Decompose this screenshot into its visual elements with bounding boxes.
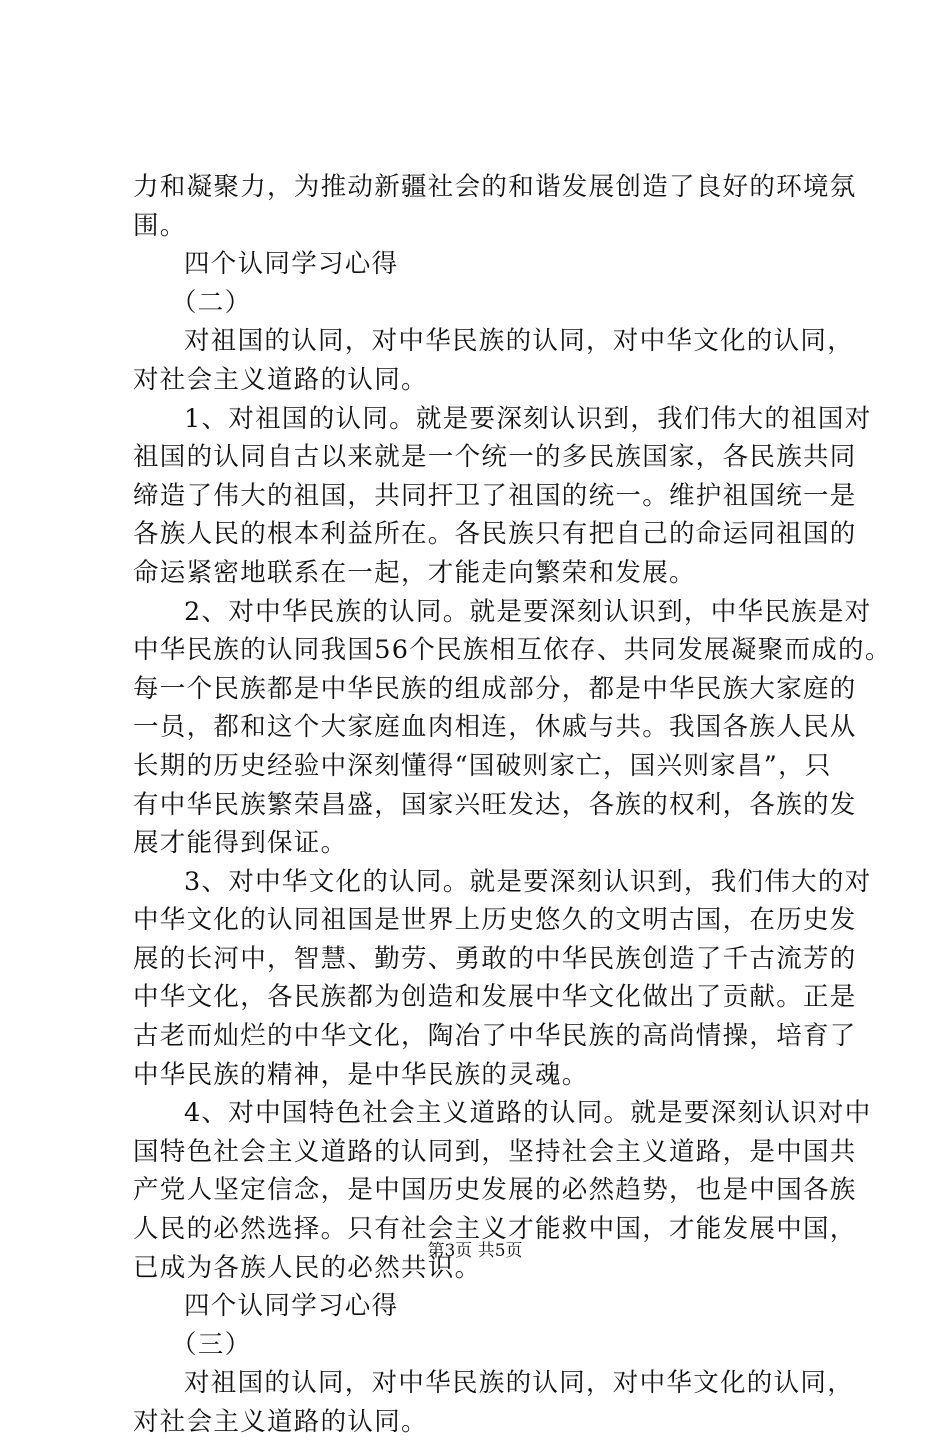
text-line: 对社会主义道路的认同。 [133, 364, 428, 395]
text-line: 1、对祖国的认同。就是要深刻认识到，我们伟大的祖国对 [184, 403, 872, 434]
page-footer: 第3页 共5页 [427, 1241, 523, 1261]
text-line: 对祖国的认同，对中华民族的认同，对中华文化的认同， [184, 326, 855, 357]
text-line: （三） [171, 1329, 252, 1360]
text-line: （二） [171, 287, 252, 318]
text-line: 4、对中国特色社会主义道路的认同。就是要深刻认识对中 [184, 1098, 872, 1129]
text-line: 展的长河中，智慧、勤劳、勇敢的中华民族创造了千古流芳的 [133, 943, 857, 974]
text-line: 中华文化的认同祖国是世界上历史悠久的文明古国，在历史发 [133, 905, 857, 936]
text-line: 2、对中华民族的认同。就是要深刻认识到，中华民族是对 [184, 596, 872, 627]
text-line: 四个认同学习心得 [184, 249, 399, 280]
text-line: 祖国的认同自古以来就是一个统一的多民族国家，各民族共同 [133, 442, 857, 473]
text-line: 缔造了伟大的祖国，共同扞卫了祖国的统一。维护祖国统一是 [133, 480, 857, 511]
text-line: 长期的历史经验中深刻懂得“国破则家亡，国兴则家昌”，只 [133, 750, 832, 781]
text-line: 中华民族的精神，是中华民族的灵魂。 [133, 1059, 589, 1090]
text-line: 一员，都和这个大家庭血肉相连，休戚与共。我国各族人民从 [133, 712, 857, 743]
text-line: 古老而灿烂的中华文化，陶冶了中华民族的高尚情操，培育了 [133, 1021, 857, 1052]
text-line: 有中华民族繁荣昌盛，国家兴旺发达，各族的权利，各族的发 [133, 789, 857, 820]
text-line: 每一个民族都是中华民族的组成部分，都是中华民族大家庭的 [133, 673, 857, 704]
text-line: 3、对中华文化的认同。就是要深刻认识到，我们伟大的对 [184, 866, 872, 897]
text-line: 各族人民的根本利益所在。各民族只有把自己的命运同祖国的 [133, 519, 857, 550]
text-line: 围。 [133, 210, 187, 241]
text-line: 已成为各族人民的必然共识。 [133, 1252, 482, 1283]
text-line: 对祖国的认同，对中华民族的认同，对中华文化的认同， [184, 1368, 855, 1399]
text-line: 展才能得到保证。 [133, 828, 348, 859]
text-line: 四个认同学习心得 [184, 1291, 399, 1322]
text-line: 力和凝聚力，为推动新疆社会的和谐发展创造了良好的环境氛 [133, 172, 857, 202]
text-line: 产党人坚定信念，是中国历史发展的必然趋势，也是中国各族 [133, 1175, 857, 1206]
text-line: 对社会主义道路的认同。 [133, 1407, 428, 1437]
text-line: 命运紧密地联系在一起，才能走向繁荣和发展。 [133, 557, 696, 588]
text-line: 中华文化，各民族都为创造和发展中华文化做出了贡献。正是 [133, 982, 857, 1013]
text-line: 中华民族的认同我国56个民族相互依存、共同发展凝聚而成的。 [133, 635, 892, 666]
text-line: 人民的必然选择。只有社会主义才能救中国，才能发展中国， [133, 1214, 857, 1245]
text-line: 国特色社会主义道路的认同到，坚持社会主义道路，是中国共 [133, 1136, 857, 1167]
